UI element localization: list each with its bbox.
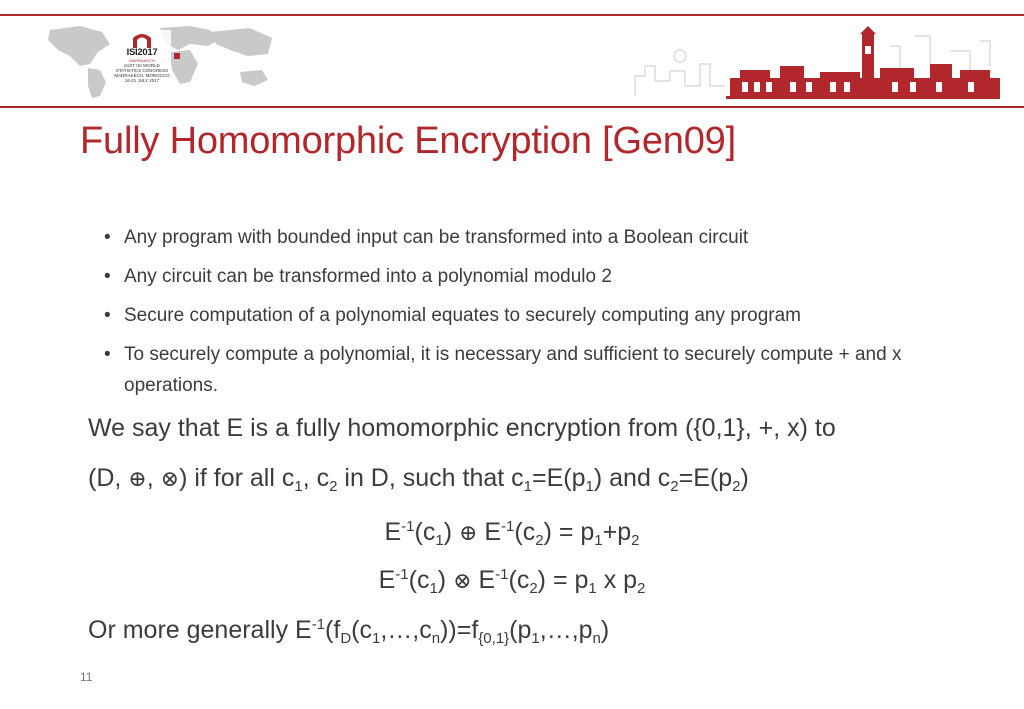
bullet-text: To securely compute a polynomial, it is necessary and sufficient to securely compute + and x operations. — [124, 344, 902, 396]
bullet-item — [104, 261, 964, 292]
logo-title: ISI2017 — [126, 47, 158, 58]
bullet-text: Secure computation of a polynomial equates to securely computing any program — [124, 305, 801, 326]
bullet-item — [104, 339, 964, 401]
bullet-marker: • — [104, 266, 111, 287]
logo-city: MARRAKECH — [129, 58, 155, 63]
bullet-list — [104, 222, 964, 409]
page-number: 11 — [80, 670, 93, 684]
bullet-item — [104, 300, 964, 331]
slide-title: Fully Homomorphic Encryption [Gen09] — [80, 120, 736, 162]
bullet-marker: • — [104, 227, 111, 248]
logo-congress: 61ST ISI WORLD STATISTICS CONGRESS — [115, 63, 169, 73]
otimes-symbol: ⊗ — [453, 569, 472, 594]
definition-line-1: We say that E is a fully homomorphic encryption from ({0,1}, +, x) to — [88, 414, 836, 442]
isi2017-logo — [113, 30, 171, 92]
logo-dates: MARRAKECH, MOROCCO 16-21 JULY 2017 — [114, 73, 170, 83]
bullet-item — [104, 222, 964, 253]
general-equation: Or more generally $E^{-1}(f_D(c_1,\dots,c_n))=f_{\{0,1\}}(p_1,\dots,p_n)$ — [88, 616, 610, 647]
arch-logo-icon — [131, 32, 153, 48]
city-skyline-graphic — [630, 26, 1000, 102]
definition-line-2: (D, ⊕, ⊗) if for all $c_1$, $c_2$ in D, such that $c_1=E(p_1)$ and $c_2=E(p_2)$ — [88, 464, 749, 495]
bullet-marker: • — [104, 305, 111, 326]
bullet-marker: • — [104, 344, 111, 365]
equation-addition: $E^{-1}(c_1)$ ⊕ $E^{-1}(c_2) = p_1+p_2$ — [384, 518, 640, 549]
bullet-text: Any circuit can be transformed into a polynomial modulo 2 — [124, 266, 612, 287]
oplus-symbol: ⊕ — [458, 521, 478, 546]
otimes-symbol: ⊗ — [160, 467, 180, 492]
equation-multiplication: $E^{-1}(c_1)$ ⊗ $E^{-1}(c_2) = p_1$ x $p_2$ — [378, 566, 646, 597]
oplus-symbol: ⊕ — [128, 467, 147, 492]
bullet-text: Any program with bounded input can be transformed into a Boolean circuit — [124, 227, 749, 248]
header-banner — [0, 14, 1024, 108]
